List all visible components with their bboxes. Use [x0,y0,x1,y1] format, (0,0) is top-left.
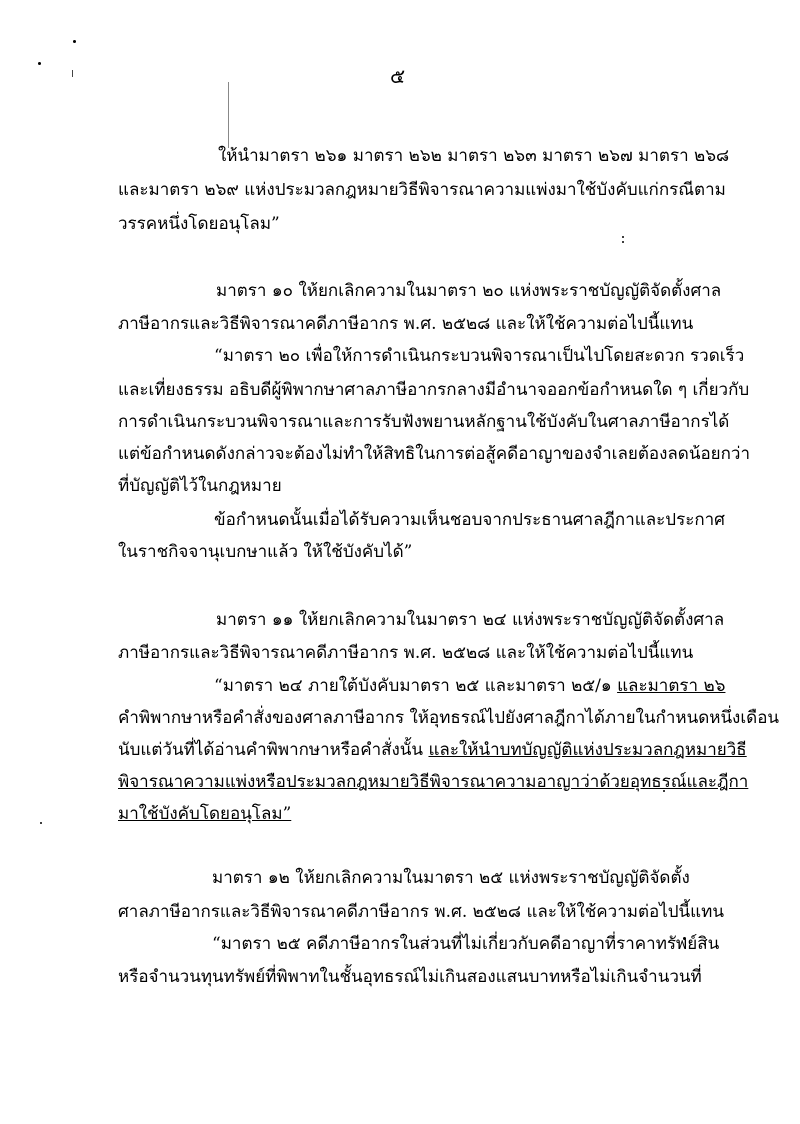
text-line: “มาตรา ๒๐ เพื่อให้การดำเนินกระบวนพิจารณาเป็นไปโดยสะดวก รวดเร็ว [214,346,745,366]
text-line: ภาษีอากรและวิธีพิจารณาคดีภาษีอากร พ.ศ. ๒๕๒๘ และให้ใช้ความต่อไปนี้แทน [118,643,694,663]
text-line: ภาษีอากรและวิธีพิจารณาคดีภาษีอากร พ.ศ. ๒๕๒๘ และให้ใช้ความต่อไปนี้แทน [118,314,694,334]
section24-amended: และมาตรา ๒๖ [617,676,726,696]
scan-speck [73,40,76,43]
text-line: ในราชกิจจานุเบกษาแล้ว ให้ใช้บังคับได้” [118,542,413,562]
text-line: หรือจำนวนทุนทรัพย์ที่พิพาทในชั้นอุทธรณ์ไม่เกินสองแสนบาทหรือไม่เกินจำนวนที่ [118,967,702,987]
underlined-line: มาใช้บังคับโดยอนุโลม” [118,804,292,824]
section-heading-line: มาตรา ๑๐ ให้ยกเลิกความในมาตรา ๒๐ แห่งพระราชบัญญัติจัดตั้งศาล [216,281,722,301]
text-line: แต่ข้อกำหนดดังกล่าวจะต้องไม่ทำให้สิทธิในการต่อสู้คดีอาญาของจำเลยต้องลดน้อยกว่า [118,444,751,464]
text-line: “มาตรา ๒๕ คดีภาษีอากรในส่วนที่ไม่เกี่ยวกับคดีอาญาที่ราคาทรัพย์สิน [212,934,720,954]
text-plain: นับแต่วันที่ได้อ่านคำพิพากษาหรือคำสั่งนั้น [118,740,424,760]
text-line: และเที่ยงธรรม อธิบดีผู้พิพากษาศาลภาษีอากรกลางมีอำนาจออกข้อกำหนดใด ๆ เกี่ยวกับ [118,380,750,400]
text-line [214,674,725,698]
scan-speck [40,822,42,824]
section-heading-line: มาตรา ๑๑ ให้ยกเลิกความในมาตรา ๒๔ แห่งพระราชบัญญัติจัดตั้งศาล [216,610,725,630]
text-line: การดำเนินกระบวนพิจารณาและการรับฟังพยานหลักฐานใช้บังคับในศาลภาษีอากรได้ [118,412,730,432]
section-heading-line: มาตรา ๑๒ ให้ยกเลิกความในมาตรา ๒๕ แห่งพระราชบัญญัติจัดตั้ง [212,868,690,888]
page-number: ๕ [390,64,406,88]
text-line: ที่บัญญัติไว้ในกฎหมาย [118,476,282,496]
scan-speck [38,62,41,65]
text-line: และมาตรา ๒๖๙ แห่งประมวลกฎหมายวิธีพิจารณาความแพ่งมาใช้บังคับแก่กรณีตาม [118,180,726,200]
scan-mark [72,70,73,77]
scan-speck [622,241,624,243]
section24-struck: และมาตรา ๒๕/๑ [484,676,612,696]
scan-mark [228,82,229,148]
scan-speck [622,236,624,238]
underlined-line: พิจารณาความแพ่งหรือประมวลกฎหมายวิธีพิจารณาความอาญาว่าด้วยอุทธรณ์และฎีกา [118,772,749,792]
text-line: คำพิพากษาหรือคำสั่งของศาลภาษีอากร ให้อุทธรณ์ไปยังศาลฎีกาได้ภายในกำหนดหนึ่งเดือน [118,708,780,728]
section24-intro: “มาตรา ๒๔ ภายใต้บังคับมาตรา ๒๕ [214,676,480,696]
text-line: ให้นำมาตรา ๒๖๑ มาตรา ๒๖๒ มาตรา ๒๖๓ มาตรา ๒๖๗ มาตรา ๒๖๘ [218,146,730,166]
text-underlined: และให้นำบทบัญญัติแห่งประมวลกฎหมายวิธี [428,740,747,760]
text-line: ศาลภาษีอากรและวิธีพิจารณาคดีภาษีอากร พ.ศ. ๒๕๒๘ และให้ใช้ความต่อไปนี้แทน [118,902,724,922]
text-line: วรรคหนึ่งโดยอนุโลม” [118,214,280,234]
text-line: ข้อกำหนดนั้นเมื่อได้รับความเห็นชอบจากประธานศาลฎีกาและประกาศ [214,510,725,530]
text-line [118,738,747,762]
